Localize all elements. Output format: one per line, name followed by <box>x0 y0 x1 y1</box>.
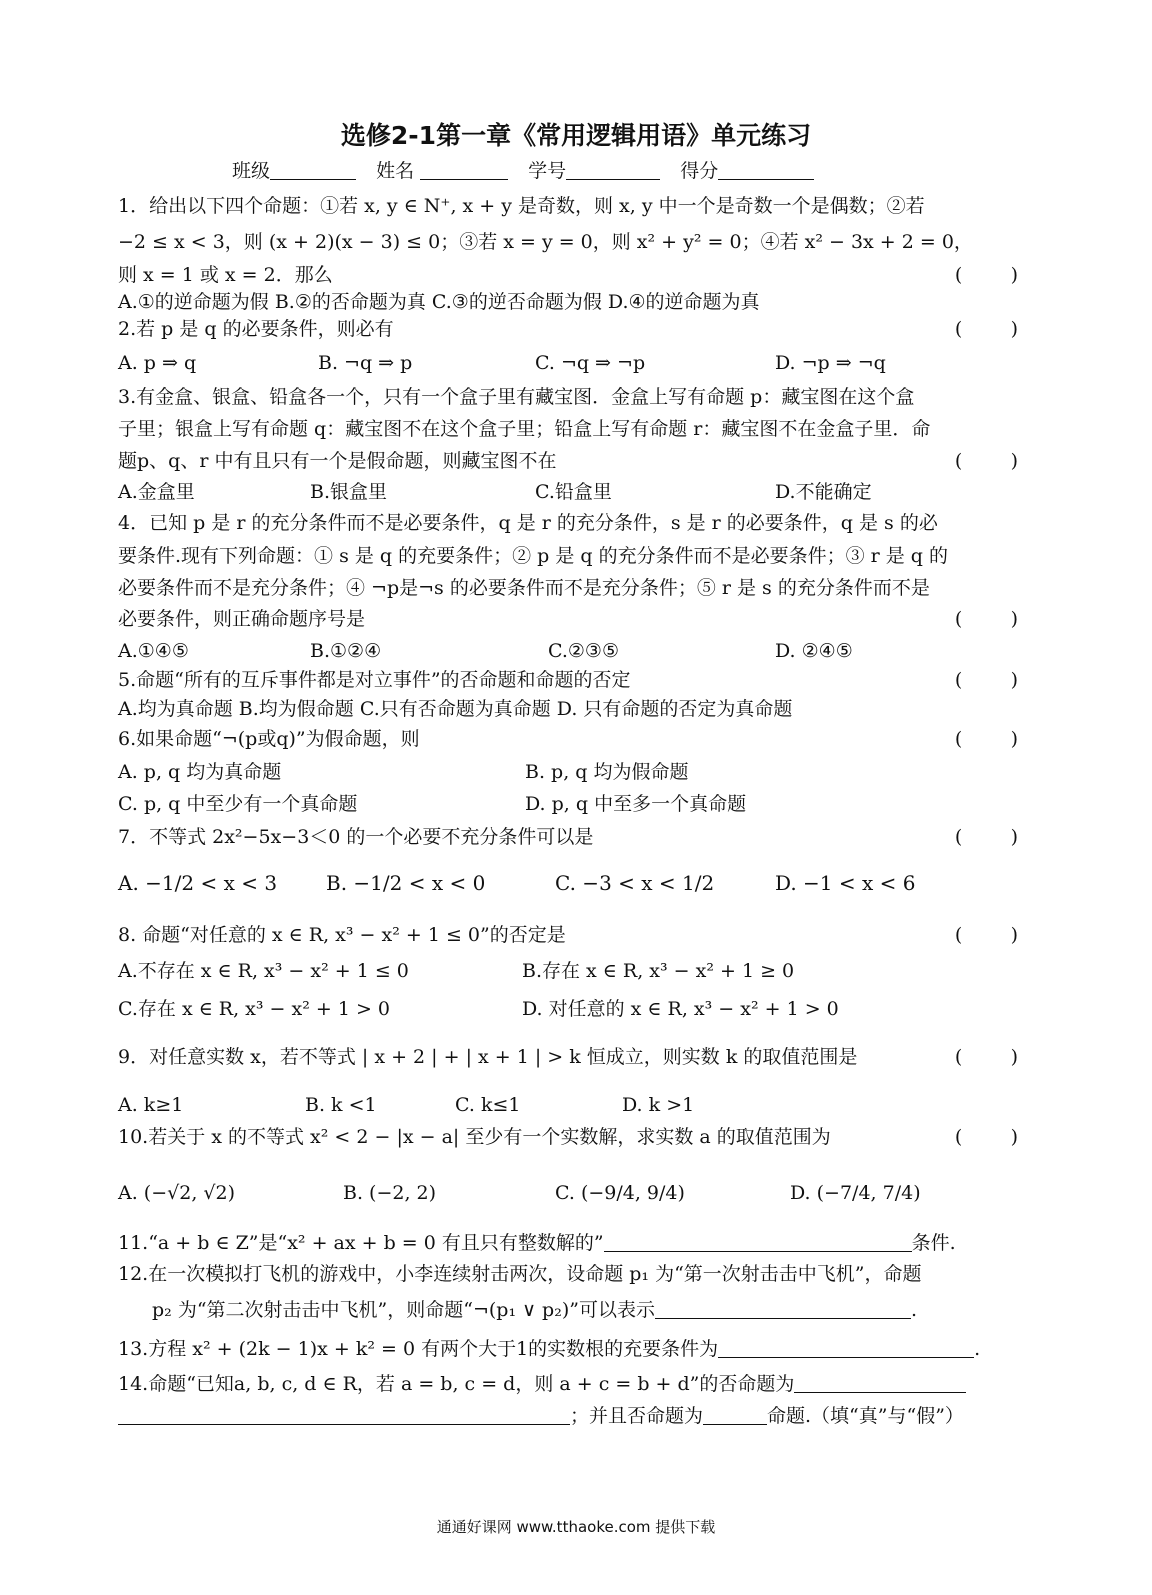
q11-answer-blank[interactable] <box>604 1231 912 1252</box>
name-label: 姓名 <box>376 160 415 182</box>
q6-option-d: D. p, q 中至多一个真命题 <box>525 793 747 815</box>
q14-mid: ；并且否命题为 <box>570 1405 704 1427</box>
q4-line-1: 4．已知 p 是 r 的充分条件而不是必要条件，q 是 r 的充分条件，s 是 r 的必要条件，q 是 s 的必 <box>118 512 938 534</box>
q13-line <box>118 1336 980 1362</box>
q12-answer-blank[interactable] <box>655 1298 911 1319</box>
q14-answer-blank-1[interactable] <box>794 1372 966 1393</box>
footer-credit: 通通好课网 www.tthaoke.com 提供下载 <box>436 1518 716 1536</box>
q13-suffix: . <box>974 1338 981 1360</box>
q10-answer-paren[interactable]: ( ) <box>954 1126 1018 1148</box>
q2-option-c: C. ¬q ⇒ ¬p <box>535 352 646 374</box>
q8-option-c: C.存在 x ∈ R, x³ − x² + 1 > 0 <box>118 998 391 1020</box>
q3-line-2: 子里；银盒上写有命题 q：藏宝图不在这个盒子里；铅盒上写有命题 r：藏宝图不在金盒子里．命 <box>118 418 931 440</box>
id-label: 学号 <box>528 160 567 182</box>
q14-answer-blank-2[interactable] <box>118 1404 570 1425</box>
q14-end: 命题.（填“真”与“假”） <box>767 1405 964 1427</box>
q9-option-d: D. k >1 <box>622 1094 695 1116</box>
q2-option-d: D. ¬p ⇒ ¬q <box>775 352 886 374</box>
q11-line <box>118 1230 956 1256</box>
q11-suffix: 条件. <box>911 1232 956 1254</box>
q7-answer-paren[interactable]: ( ) <box>954 826 1018 848</box>
q7-line-1: 7．不等式 2x²−5x−3＜0 的一个必要不充分条件可以是 <box>118 826 594 848</box>
q10-option-b: B. (−2, 2) <box>343 1182 437 1204</box>
q13-answer-blank[interactable] <box>718 1337 974 1358</box>
q6-line-1: 6.如果命题“¬(p或q)”为假命题，则 <box>118 728 420 750</box>
q8-option-d: D. 对任意的 x ∈ R, x³ − x² + 1 > 0 <box>522 998 839 1020</box>
q6-option-a: A. p, q 均为真命题 <box>118 761 282 783</box>
q4-option-a: A.①④⑤ <box>118 640 189 662</box>
q7-option-c: C. −3 < x < 1/2 <box>555 871 715 895</box>
q1-line-3: 则 x = 1 或 x = 2．那么 <box>118 264 333 286</box>
q6-option-c: C. p, q 中至少有一个真命题 <box>118 793 358 815</box>
q10-option-d: D. (−7/4, 7/4) <box>790 1182 921 1204</box>
q2-option-a: A. p ⇒ q <box>118 352 197 374</box>
q6-option-b: B. p, q 均为假命题 <box>525 761 689 783</box>
q9-line-1: 9．对任意实数 x，若不等式 | x + 2 | + | x + 1 | > k 恒成立，则实数 k 的取值范围是 <box>118 1046 858 1068</box>
q9-option-b: B. k <1 <box>305 1094 377 1116</box>
q2-option-b: B. ¬q ⇒ p <box>318 352 413 374</box>
q4-line-3: 必要条件而不是充分条件；④ ¬p是¬s 的必要条件而不是充分条件；⑤ r 是 s 的充分条件而不是 <box>118 577 930 599</box>
class-label: 班级 <box>232 160 271 182</box>
q5-answer-paren[interactable]: ( ) <box>954 669 1018 691</box>
q10-option-a: A. (−√2, √2) <box>118 1182 236 1204</box>
q4-option-c: C.②③⑤ <box>548 640 619 662</box>
q3-line-3: 题p、q、r 中有且只有一个是假命题，则藏宝图不在 <box>118 450 557 472</box>
header-fields <box>232 158 814 184</box>
id-blank[interactable] <box>566 159 660 180</box>
q2-answer-paren[interactable]: ( ) <box>954 318 1018 340</box>
q8-line-1: 8. 命题“对任意的 x ∈ R, x³ − x² + 1 ≤ 0”的否定是 <box>118 924 566 946</box>
score-blank[interactable] <box>718 159 814 180</box>
q9-option-a: A. k≥1 <box>118 1094 184 1116</box>
q1-line-2: −2 ≤ x < 3，则 (x + 2)(x − 3) ≤ 0；③若 x = y = 0，则 x² + y² = 0；④若 x² − 3x + 2 = 0， <box>118 231 973 253</box>
q12-line-2 <box>152 1297 917 1323</box>
q10-line-1: 10.若关于 x 的不等式 x² < 2 − |x − a| 至少有一个实数解，求实数 a 的取值范围为 <box>118 1126 831 1148</box>
q7-option-d: D. −1 < x < 6 <box>775 871 916 895</box>
q2-line-1: 2.若 p 是 q 的必要条件，则必有 <box>118 318 394 340</box>
q1-answer-paren[interactable]: ( ) <box>954 264 1018 286</box>
q11-text: 11.“a + b ∈ Z”是“x² + ax + b = 0 有且只有整数解的” <box>118 1232 604 1254</box>
q3-line-1: 3.有金盒、银盒、铅盒各一个，只有一个盒子里有藏宝图．金盒上写有命题 p：藏宝图在这个盒 <box>118 386 915 408</box>
q3-option-d: D.不能确定 <box>775 481 872 503</box>
q4-option-d: D. ②④⑤ <box>775 640 853 662</box>
q8-option-a: A.不存在 x ∈ R, x³ − x² + 1 ≤ 0 <box>118 960 409 982</box>
q3-option-a: A.金盒里 <box>118 481 195 503</box>
q9-answer-paren[interactable]: ( ) <box>954 1046 1018 1068</box>
q14-text: 14.命题“已知a, b, c, d ∈ R，若 a = b, c = d，则 a + c = b + d”的否命题为 <box>118 1373 795 1395</box>
q14-answer-blank-3[interactable] <box>703 1404 767 1425</box>
q12-line-1: 12.在一次模拟打飞机的游戏中，小李连续射击两次，设命题 p₁ 为“第一次射击击中飞机”，命题 <box>118 1263 922 1285</box>
q1-line-1: 1．给出以下四个命题：①若 x, y ∈ N⁺, x + y 是奇数，则 x, y 中一个是奇数一个是偶数；②若 <box>118 195 925 217</box>
q3-answer-paren[interactable]: ( ) <box>954 450 1018 472</box>
q4-line-2: 要条件.现有下列命题：① s 是 q 的充要条件；② p 是 q 的充分条件而不是必要条件；③ r 是 q 的 <box>118 545 948 567</box>
q4-option-b: B.①②④ <box>310 640 382 662</box>
q9-option-c: C. k≤1 <box>455 1094 521 1116</box>
q3-option-c: C.铅盒里 <box>535 481 612 503</box>
q6-answer-paren[interactable]: ( ) <box>954 728 1018 750</box>
name-blank[interactable] <box>420 159 508 180</box>
q10-option-c: C. (−9/4, 9/4) <box>555 1182 685 1204</box>
q14-line-2 <box>118 1403 964 1429</box>
q8-answer-paren[interactable]: ( ) <box>954 924 1018 946</box>
q7-option-a: A. −1/2 < x < 3 <box>118 871 278 895</box>
q7-option-b: B. −1/2 < x < 0 <box>326 871 486 895</box>
q8-option-b: B.存在 x ∈ R, x³ − x² + 1 ≥ 0 <box>522 960 795 982</box>
q1-options: A.①的逆命题为假 B.②的否命题为真 C.③的逆否命题为假 D.④的逆命题为真 <box>118 291 760 313</box>
q4-line-4: 必要条件，则正确命题序号是 <box>118 608 366 630</box>
q4-answer-paren[interactable]: ( ) <box>954 608 1018 630</box>
q14-line-1 <box>118 1371 966 1397</box>
q5-options: A.均为真命题 B.均为假命题 C.只有否命题为真命题 D. 只有命题的否定为真命题 <box>118 698 793 720</box>
q13-text: 13.方程 x² + (2k − 1)x + k² = 0 有两个大于1的实数根的充要条件为 <box>118 1338 719 1360</box>
q3-option-b: B.银盒里 <box>310 481 388 503</box>
page-title: 选修2-1第一章《常用逻辑用语》单元练习 <box>340 121 812 150</box>
class-blank[interactable] <box>270 159 356 180</box>
score-label: 得分 <box>680 160 719 182</box>
q12-text: p₂ 为“第二次射击击中飞机”，则命题“¬(p₁ ∨ p₂)”可以表示 <box>152 1299 655 1321</box>
q12-suffix: . <box>910 1299 918 1321</box>
q5-line-1: 5.命题“所有的互斥事件都是对立事件”的否命题和命题的否定 <box>118 669 631 691</box>
